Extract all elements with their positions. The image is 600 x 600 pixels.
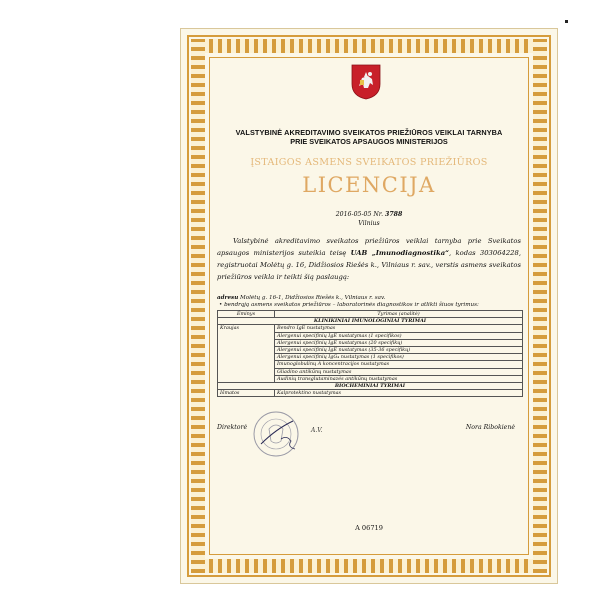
issue-city: Vilnius: [358, 220, 380, 227]
service-bullet: • bendrąją asmens sveikatos priežiūros – laboratorinės diagnostikos ir atlikti šiuos tyrimus:: [219, 302, 479, 308]
address-label: adresu: [217, 295, 239, 301]
test-cell: Bendro IgE nustatymas: [275, 325, 523, 332]
service-bullet-text: bendrąją asmens sveikatos priežiūros – laboratorinės diagnostikos ir atlikti šiuos tyrimus:: [224, 302, 479, 308]
issue-date: 2016-05-05: [335, 211, 372, 218]
test-cell: Kalprotektino nustatymas: [275, 390, 523, 397]
table-row: [218, 390, 523, 397]
border-band-left: [191, 39, 205, 573]
signature-title: Direktorė: [217, 424, 248, 431]
test-cell: Gliadino antikūnų nustatymas: [275, 368, 523, 375]
institution-line-2: PRIE SVEIKATOS APSAUGOS MINISTERIJOS: [290, 137, 448, 146]
official-seal-icon: [251, 409, 301, 459]
table-header-row: [218, 311, 523, 318]
coat-of-arms-icon: [351, 64, 381, 100]
license-sheet: [180, 28, 558, 584]
issue-nr-label: Nr.: [373, 211, 384, 218]
company-name: UAB „Imunodiagnostika“: [350, 249, 450, 257]
section-title: BIOCHEMINIAI TYRIMAI: [218, 383, 523, 390]
paragraph-part-1: Valstybinė akreditavimo sveikatos priežiūros veiklai tarnyba prie Sveikatos apsaugos ministerijos suteikia teisę: [217, 237, 521, 257]
section-row: [218, 318, 523, 325]
license-paragraph: [217, 235, 521, 283]
test-cell: Audinių transglutaminazės antikūnų nustatymas: [275, 375, 523, 382]
border-band-bottom: [191, 559, 547, 573]
sample-cell: Išmatos: [218, 390, 275, 397]
license-title: LICENCIJA: [302, 173, 436, 197]
border-band-top: [191, 39, 547, 53]
section-row: [218, 383, 523, 390]
issue-nr: 3788: [385, 211, 403, 218]
test-cell: Alergenui specifinių IgE nustatymas (35-36 specifikų): [275, 347, 523, 354]
paragraph-part-2: , kodas 303064228, registruotai Molėtų g. 16, Didžiosios Riešės k., Vilniaus r. sav., verstis asmens sveikatos priežiūros veikla ir teikti šią paslaugą:: [217, 249, 521, 281]
address-line: [217, 295, 385, 301]
test-cell: Alergenui specifinių IgE nustatymas (1 specifikos): [275, 332, 523, 339]
institution-line-1: VALSTYBINĖ AKREDITAVIMO SVEIKATOS PRIEŽIŪROS VEIKLAI TARNYBA: [235, 128, 503, 137]
signatory-name: Nora Ribokienė: [465, 424, 515, 431]
serial-number: A 06719: [355, 524, 383, 532]
section-title: KLINIKINIAI IMUNOLOGINIAI TYRIMAI: [218, 318, 523, 325]
address-value: Molėtų g. 16-1, Didžiosios Riešės k., Vilniaus r. sav.: [240, 295, 386, 301]
test-cell: Alergenui specifinių IgE nustatymas (20 specifikų): [275, 339, 523, 346]
table-row: [218, 325, 523, 332]
issue-date-line: [211, 211, 527, 218]
test-cell: Alergenui specifinių IgG₄ nustatymas (1 specifikos): [275, 354, 523, 361]
header-test: Tyrimas (analitė): [275, 311, 523, 318]
test-cell: Imunoglobulinų A koncentracijos nustatymas: [275, 361, 523, 368]
corner-dot: [565, 20, 568, 23]
border-band-right: [533, 39, 547, 573]
header-sample: Ėminys: [218, 311, 275, 318]
license-subtitle: ĮSTAIGOS ASMENS SVEIKATOS PRIEŽIŪROS: [250, 157, 488, 168]
sample-cell: Kraujas: [218, 325, 275, 383]
license-table: [217, 310, 523, 397]
seal-mark: A.V.: [311, 427, 323, 434]
